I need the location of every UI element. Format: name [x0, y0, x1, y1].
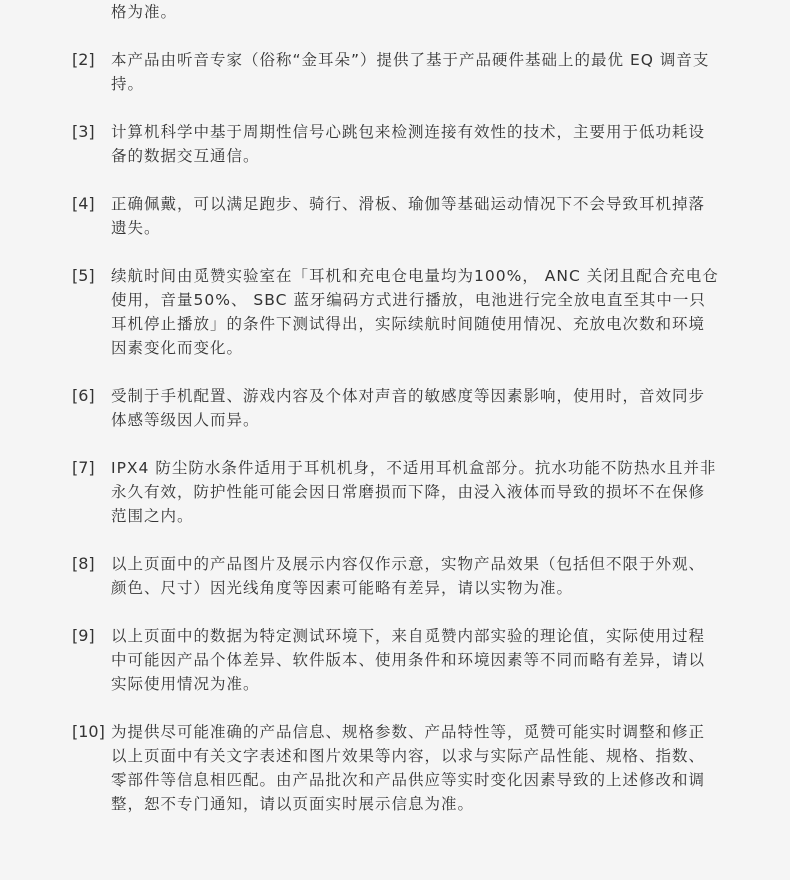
footnote-text: 续航时间由觅赞实验室在「耳机和充电仓电量均为100%， ANC 关闭且配合充电仓使用，音量50%、 SBC 蓝牙编码方式进行播放，电池进行完全放电直至其中一只耳机停止播放」的条件下测试得出，实际续航时间随使用情况、充放电次数和环境因素变化而变化。 — [111, 267, 719, 357]
footnote-number: [4] — [72, 194, 95, 213]
footnote-text: 格为准。 — [111, 3, 178, 21]
footnote-9 — [0, 624, 790, 696]
footnote-number: [3] — [72, 122, 95, 141]
footnote-number: [9] — [72, 626, 95, 645]
footnote-1 — [0, 0, 790, 24]
footnote-number: [6] — [72, 386, 95, 405]
footnote-5 — [0, 264, 790, 360]
footnote-number: [7] — [72, 458, 95, 477]
footnote-8 — [0, 552, 790, 600]
footnote-text: 受制于手机配置、游戏内容及个体对声音的敏感度等因素影响，使用时，音效同步体感等级因人而异。 — [111, 387, 706, 429]
footnote-6 — [0, 384, 790, 432]
footnote-3 — [0, 120, 790, 168]
footnote-7 — [0, 456, 790, 528]
footnote-2 — [0, 48, 790, 96]
footnote-text: 以上页面中的产品图片及展示内容仅作示意，实物产品效果（包括但不限于外观、颜色、尺寸）因光线角度等因素可能略有差异，请以实物为准。 — [111, 555, 706, 597]
footnote-10 — [0, 720, 790, 816]
footnote-text: 本产品由听音专家（俗称“金耳朵”）提供了基于产品硬件基础上的最优 EQ 调音支持。 — [111, 51, 710, 93]
footnote-text: 正确佩戴，可以满足跑步、骑行、滑板、瑜伽等基础运动情况下不会导致耳机掉落遗失。 — [111, 195, 706, 237]
footnote-text: 为提供尽可能准确的产品信息、规格参数、产品特性等，觅赞可能实时调整和修正以上页面中有关文字表述和图片效果等内容，以求与实际产品性能、规格、指数、零部件等信息相匹配。由产品批次和产品供应等实时变化因素导致的上述修改和调整，恕不专门通知，请以页面实时展示信息为准。 — [111, 723, 706, 813]
footnote-text: 以上页面中的数据为特定测试环境下，来自觅赞内部实验的理论值，实际使用过程中可能因产品个体差异、软件版本、使用条件和环境因素等不同而略有差异，请以实际使用情况为准。 — [111, 627, 706, 693]
footnote-text: IPX4 防尘防水条件适用于耳机机身，不适用耳机盒部分。抗水功能不防热水且并非永久有效，防护性能可能会因日常磨损而下降，由浸入液体而导致的损坏不在保修范围之内。 — [111, 459, 717, 525]
footnote-text: 计算机科学中基于周期性信号心跳包来检测连接有效性的技术，主要用于低功耗设备的数据交互通信。 — [111, 123, 706, 165]
footnote-number: [10] — [72, 722, 105, 741]
footnote-number: [8] — [72, 554, 95, 573]
footnote-number: [5] — [72, 266, 95, 285]
footnote-number: [2] — [72, 50, 95, 69]
footnote-4 — [0, 192, 790, 240]
